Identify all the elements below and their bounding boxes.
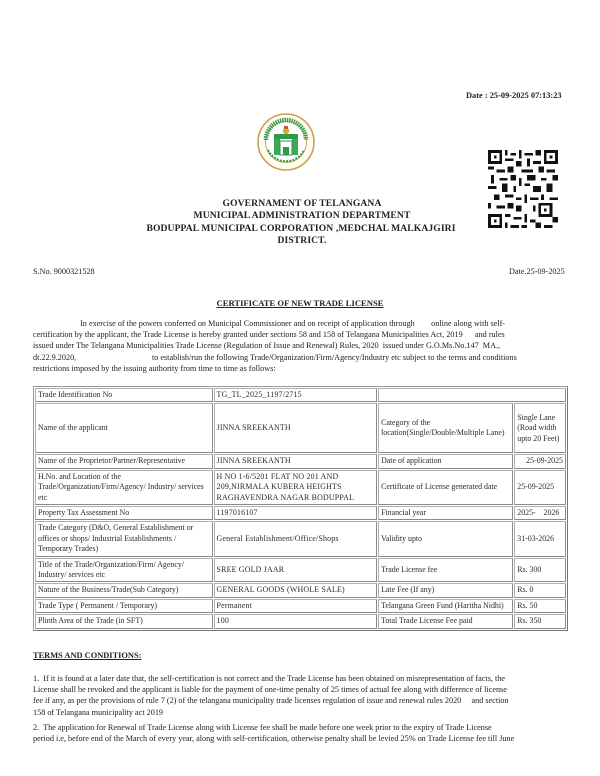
terms-line: 2. The application for Renewal of Trade License along with License fee shall be made before one week prior to the expiry of Trade License bbox=[33, 722, 492, 732]
issue-date: Date.25-09-2025 bbox=[509, 267, 565, 276]
certificate-title: CERTIFICATE OF NEW TRADE LICENSE bbox=[216, 298, 384, 308]
generated-date-label: Certificate of License generated date bbox=[378, 470, 513, 505]
late-fee-label: Late Fee (If any) bbox=[378, 583, 513, 597]
terms-line: 158 of Telangana municipality act 2019 bbox=[33, 707, 164, 717]
table-row bbox=[35, 614, 566, 628]
intro-line: dt.22.9.2020, to establish/run the following Trade/Organization/Firm/Agency/Industry etc subject to the terms and conditions bbox=[33, 352, 517, 362]
terms-line: License shall be revoked and the applicant is liable for the payment of one-time penalty of 25 times of actual fee along with difference of license bbox=[33, 685, 507, 695]
validity-label: Validity upto bbox=[378, 521, 513, 556]
application-date-value: 25-09-2025 bbox=[514, 454, 566, 468]
total-fee-value: Rs. 350 bbox=[514, 614, 566, 628]
address-label: H.No. and Location of the Trade/Organization/Firm/Agency/ Industry/ services etc bbox=[35, 470, 213, 505]
generated-date-value: 25-09-2025 bbox=[514, 470, 566, 505]
print-timestamp: Date : 25-09-2025 07:13:23 bbox=[466, 91, 562, 100]
header-district: DISTRICT. bbox=[277, 234, 327, 246]
serial-number: S.No. 9000321528 bbox=[33, 267, 95, 276]
table-row bbox=[35, 558, 566, 583]
trade-type-label: Trade Type ( Permanent / Temporary) bbox=[35, 599, 213, 613]
application-date-label: Date of application bbox=[378, 454, 513, 468]
financial-year-value: 2025- 2026 bbox=[514, 506, 566, 520]
license-fee-label: Trade License fee bbox=[378, 558, 513, 583]
trade-category-label: Trade Category (D&O, General Establishment or offices or shops/ Industrial Establishments / Temporary Trades) bbox=[35, 521, 213, 556]
green-fund-label: Telangana Green Fund (Haritha Nidhi) bbox=[378, 599, 513, 613]
intro-line: certification by the applicant, the Trade License is hereby granted under sections 58 and 158 of Telangana Municipalities Act, 2019 and rules bbox=[33, 330, 505, 340]
license-fee-value: Rs. 300 bbox=[514, 558, 566, 583]
trade-id-value: TG_TL_2025_1197/2715 bbox=[214, 388, 378, 402]
plinth-value: 100 bbox=[214, 614, 378, 628]
table-row bbox=[35, 388, 566, 402]
qr-code-icon bbox=[488, 150, 558, 228]
proprietor-value: JINNA SREEKANTH bbox=[214, 454, 378, 468]
table-row bbox=[35, 599, 566, 613]
trade-id-label: Trade Identification No bbox=[35, 388, 213, 402]
intro-paragraph bbox=[33, 318, 573, 374]
applicant-label: Name of the applicant bbox=[35, 403, 213, 453]
trade-type-value: Permanent bbox=[214, 599, 378, 613]
nature-value: GENERAL GOODS (WHOLE SALE) bbox=[214, 583, 378, 597]
validity-value: 31-03-2026 bbox=[514, 521, 566, 556]
intro-line: issued under The Telangana Municipalities Trade License (Regulation of Issue and Renewal) Rules, 2020 issued under G.O.Ms.No.147 MA., bbox=[33, 341, 501, 351]
applicant-value: JINNA SREEKANTH bbox=[214, 403, 378, 453]
proprietor-label: Name of the Proprietor/Partner/Representative bbox=[35, 454, 213, 468]
issuing-authority-header bbox=[100, 198, 480, 247]
header-corporation: BODUPPAL MUNICIPAL CORPORATION ,MEDCHAL MALKAJGIRI bbox=[146, 222, 456, 234]
terms-line: 1. If it is found at a later date that, the self-certification is not correct and the Trade License has been obtained on misrepresentation of facts, the bbox=[33, 674, 505, 683]
header-department: MUNICIPAL ADMINISTRATION DEPARTMENT bbox=[193, 210, 411, 222]
telangana-emblem-icon bbox=[257, 113, 315, 171]
terms-line: period i.e, before end of the March of every year, along with self-certification, otherwise penalty shall be levied 25% on Trade License fee till June bbox=[33, 734, 515, 744]
property-tax-label: Property Tax Assessment No bbox=[35, 506, 213, 520]
table-row bbox=[35, 403, 566, 453]
trade-title-value: SREE GOLD JAAR bbox=[214, 558, 378, 583]
late-fee-value: Rs. 0 bbox=[514, 583, 566, 597]
property-tax-value: 1197016107 bbox=[214, 506, 378, 520]
nature-label: Nature of the Business/Trade(Sub Category) bbox=[35, 583, 213, 597]
green-fund-value: Rs. 50 bbox=[514, 599, 566, 613]
terms-and-conditions bbox=[33, 669, 573, 748]
table-row bbox=[35, 583, 566, 597]
financial-year-label: Financial year bbox=[378, 506, 513, 520]
header-government: GOVERNAMENT OF TELANGANA bbox=[222, 198, 382, 209]
location-category-value: Single Lane (Road width upto 20 Feet) bbox=[514, 403, 566, 453]
terms-heading: TERMS AND CONDITIONS: bbox=[33, 651, 142, 660]
intro-line: In exercise of the powers conferred on Municipal Commissioner and on receipt of application through online along with self- bbox=[33, 319, 506, 328]
trade-title-label: Title of the Trade/Organization/Firm/ Agency/ Industry/ services etc bbox=[35, 558, 213, 583]
empty-cell bbox=[378, 388, 566, 402]
plinth-label: Plinth Area of the Trade (in SFT) bbox=[35, 614, 213, 628]
trade-category-value: General Establishment/Office/Shops bbox=[214, 521, 378, 556]
license-details-table bbox=[33, 386, 568, 631]
terms-line: fee if any, as per the provisions of rule 7 (2) of the telangana municipality trade licenses regulation of issue and renewal rules 2020 and section bbox=[33, 696, 509, 706]
table-row bbox=[35, 506, 566, 520]
table-row bbox=[35, 470, 566, 505]
address-value: H NO 1-6/5201 FLAT NO 201 AND 209,NIRMALA KUBERA HEIGHTS RAGHAVENDRA NAGAR BODUPPAL bbox=[214, 470, 378, 505]
table-row bbox=[35, 454, 566, 468]
intro-line: restrictions imposed by the issuing authority from time to time as follows: bbox=[33, 363, 276, 373]
location-category-label: Category of the location(Single/Double/Multiple Lane) bbox=[378, 403, 513, 453]
total-fee-label: Total Trade License Fee paid bbox=[378, 614, 513, 628]
table-row bbox=[35, 521, 566, 556]
